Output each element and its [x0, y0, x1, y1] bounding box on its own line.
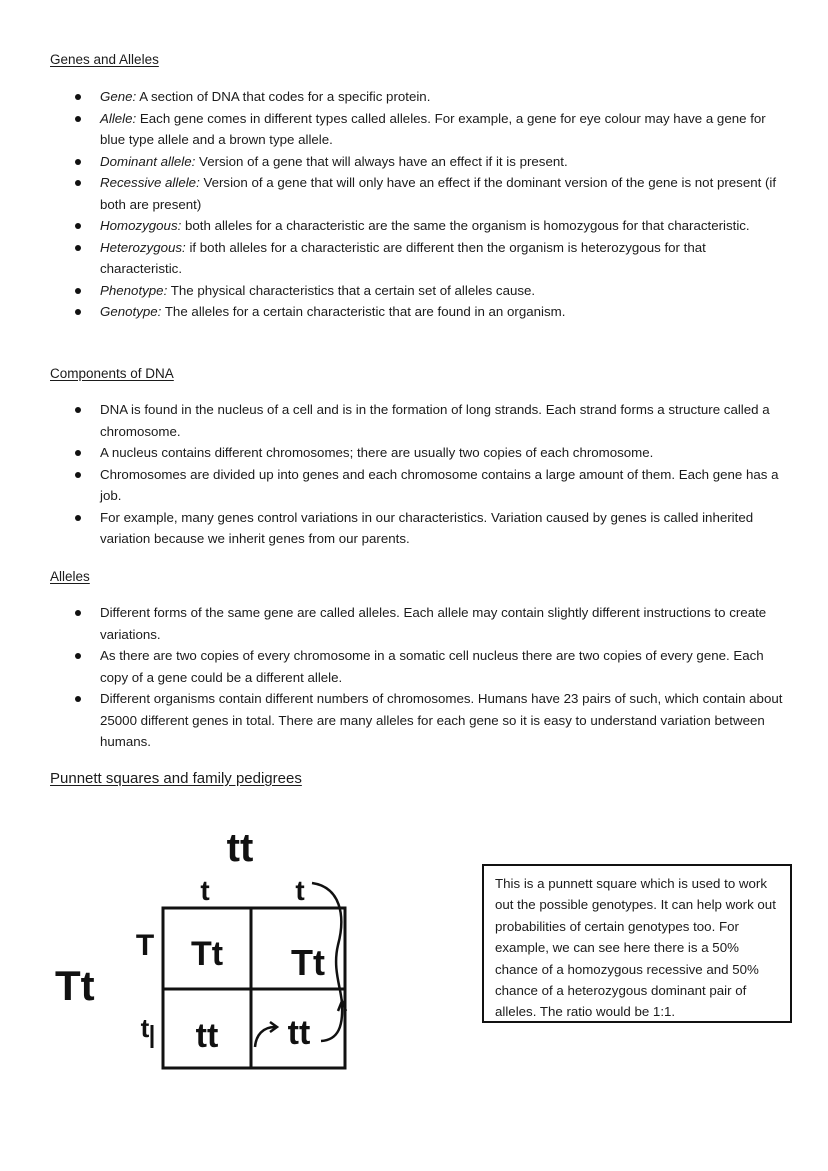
definition: The physical characteristics that a certain set of alleles cause.	[167, 282, 536, 298]
parent-left-genotype: Tt	[55, 962, 95, 1009]
punnett-square-diagram	[50, 815, 360, 1077]
cell-bottom-left: tt	[195, 1017, 219, 1055]
term-dominant-allele: Dominant allele:	[100, 153, 196, 169]
alleles-list	[50, 602, 790, 753]
genes-alleles-list	[50, 86, 790, 323]
top-allele-1: t	[200, 875, 210, 906]
punnett-description-box	[482, 864, 792, 1023]
list-item	[50, 215, 790, 237]
list-item: Chromosomes are divided up into genes and each chromosome contains a large amount of them. Each gene has a job.	[50, 464, 790, 507]
term-genotype: Genotype:	[100, 304, 162, 319]
term-allele: Allele:	[100, 110, 137, 126]
list-item	[50, 86, 790, 108]
term-recessive-allele: Recessive allele:	[100, 175, 200, 190]
term-homozygous: Homozygous:	[100, 218, 182, 233]
left-allele-1: T	[135, 929, 155, 962]
definition: both alleles for a characteristic are the same the organism is homozygous for that characteristic.	[181, 218, 750, 233]
list-item: Different forms of the same gene are called alleles. Each allele may contain slightly different instructions to create variations.	[50, 602, 790, 645]
parent-top-genotype: tt	[226, 826, 254, 870]
definition: Version of a gene that will always have an effect if it is present.	[195, 153, 568, 169]
list-item	[50, 108, 790, 151]
heading-alleles: Alleles	[50, 569, 90, 584]
cell-top-right: Tt	[291, 942, 325, 983]
heading-punnett-squares: Punnett squares and family pedigrees	[50, 770, 302, 787]
definition: Version of a gene that will only have an effect if the dominant version of the gene is not present (if both are present)	[100, 175, 777, 212]
term-phenotype: Phenotype:	[100, 282, 168, 298]
cell-bottom-right: tt	[287, 1014, 311, 1052]
term-heterozygous: Heterozygous:	[100, 239, 186, 255]
list-item	[50, 301, 790, 323]
list-item: DNA is found in the nucleus of a cell and is in the formation of long strands. Each strand forms a structure called a chromosome.	[50, 399, 790, 442]
top-allele-2: t	[295, 875, 305, 906]
list-item: As there are two copies of every chromosome in a somatic cell nucleus there are two copies of every gene. Each copy of a gene could be a different allele.	[50, 645, 790, 688]
definition: The alleles for a certain characteristic that are found in an organism.	[161, 304, 566, 319]
components-dna-list	[50, 399, 790, 550]
list-item	[50, 280, 790, 302]
list-item: A nucleus contains different chromosomes; there are usually two copies of each chromosome.	[50, 442, 790, 464]
list-item: For example, many genes control variations in our characteristics. Variation caused by genes is called inherited variation because we inherit genes from our parents.	[50, 507, 790, 550]
definition: if both alleles for a characteristic are different then the organism is heterozygous for that characteristic.	[100, 239, 706, 276]
term-gene: Gene:	[100, 89, 137, 104]
heading-genes-and-alleles: Genes and Alleles	[50, 52, 159, 67]
list-item	[50, 237, 790, 280]
heading-components-of-dna: Components of DNA	[50, 366, 174, 381]
definition: Each gene comes in different types called alleles. For example, a gene for eye colour may have a gene for blue type allele and a brown type allele.	[100, 110, 766, 147]
punnett-description-text: This is a punnett square which is used to work out the possible genotypes. It can help work out probabilities of certain genotypes too. For example, we can see here there is a 50% chance of a homozygous recessive and 50% chance of a heterozygous dominant pair of alleles. The ratio would be 1:1.	[495, 876, 776, 1020]
list-item: Different organisms contain different numbers of chromosomes. Humans have 23 pairs of such, which contain about 25000 different genes in total. There are many alleles for each gene so it is easy to understand variation between humans.	[50, 688, 790, 753]
list-item	[50, 151, 790, 173]
left-allele-2: t	[140, 1013, 150, 1043]
definition: A section of DNA that codes for a specific protein.	[136, 89, 431, 104]
cell-top-left: Tt	[190, 935, 224, 973]
list-item	[50, 172, 790, 215]
